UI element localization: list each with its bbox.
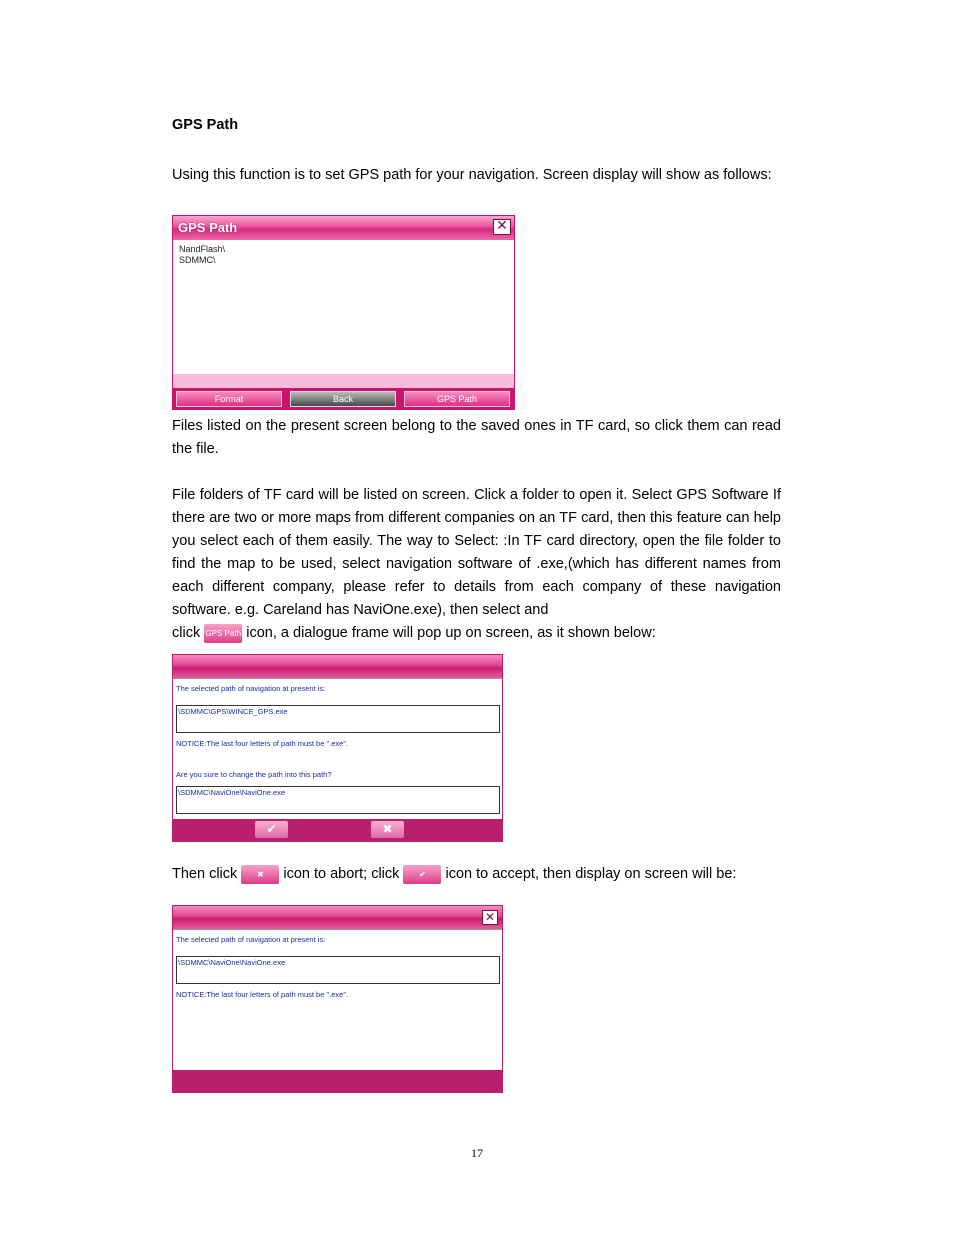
dialog-titlebar bbox=[173, 655, 502, 678]
confirm-question: Are you sure to change the path into this path? bbox=[176, 770, 332, 779]
file-list bbox=[179, 244, 225, 266]
present-path-value: \SDMMC\NaviOne\NaviOne.exe bbox=[178, 958, 286, 967]
list-item-nandflash[interactable]: NandFlash\ bbox=[179, 244, 226, 254]
page-number: 17 bbox=[471, 1146, 483, 1160]
back-button[interactable]: Back bbox=[290, 391, 396, 407]
window-title: GPS Path bbox=[178, 220, 238, 235]
click-line bbox=[172, 622, 781, 645]
new-path-value: \SDMMC\NaviOne\NaviOne.exe bbox=[178, 788, 286, 797]
cancel-icon: ✖ bbox=[241, 865, 279, 884]
then-text-2: icon to abort; click bbox=[283, 866, 400, 882]
gps-path-window bbox=[172, 215, 515, 410]
confirm-path-dialog bbox=[172, 654, 503, 842]
intro-paragraph: Using this function is to set GPS path for your navigation. Screen display will show as follows: bbox=[172, 167, 772, 183]
present-path-value: \SDMMC\GPS\WINCE_GPS.exe bbox=[178, 707, 288, 716]
present-path-label: The selected path of navigation at present is: bbox=[176, 684, 326, 693]
window-titlebar bbox=[173, 216, 514, 240]
then-text-1: Then click bbox=[172, 866, 238, 882]
close-icon[interactable]: ✕ bbox=[482, 910, 498, 925]
click-line-start: click bbox=[172, 625, 201, 641]
dialog-button-bar bbox=[173, 819, 502, 841]
close-icon[interactable]: ✕ bbox=[493, 219, 511, 235]
list-item-sdmmc[interactable]: SDMMC\ bbox=[179, 255, 216, 265]
status-strip bbox=[173, 374, 514, 388]
present-path-label: The selected path of navigation at present is: bbox=[176, 935, 326, 944]
dialog-titlebar bbox=[173, 906, 502, 929]
divider bbox=[173, 678, 502, 679]
gps-path-button[interactable]: GPS Path bbox=[404, 391, 510, 407]
folders-paragraph-text: File folders of TF card will be listed on screen. Click a folder to open it. Select GPS Software If there are two or more maps from different companies on an TF card, then this feature can help you select each of them easily. The way to Select: :In TF card directory, open the file folder to find the map to be used, select navigation software of .exe,(which has different names from each different company, please refer to details from each company of these navigation software. e.g. Careland has NaviOne.exe), then select and bbox=[172, 487, 781, 618]
click-line-end: icon, a dialogue frame will pop up on screen, as it shown below: bbox=[246, 625, 656, 641]
ok-icon: ✔ bbox=[403, 865, 441, 884]
then-click-line bbox=[172, 863, 781, 886]
then-text-3: icon to accept, then display on screen will be: bbox=[445, 866, 737, 882]
divider bbox=[173, 929, 502, 930]
present-path-field bbox=[176, 705, 500, 733]
section-heading: GPS Path bbox=[172, 117, 239, 133]
format-button[interactable]: Format bbox=[176, 391, 282, 407]
button-bar bbox=[173, 388, 514, 410]
result-path-dialog bbox=[172, 905, 503, 1093]
gps-path-icon: GPS Path bbox=[204, 624, 242, 643]
cancel-x-button[interactable]: ✖ bbox=[371, 821, 404, 838]
present-path-field bbox=[176, 956, 500, 984]
new-path-field bbox=[176, 786, 500, 814]
ok-check-button[interactable]: ✔ bbox=[255, 821, 288, 838]
dialog-button-bar bbox=[173, 1070, 502, 1092]
notice-text: NOTICE:The last four letters of path must be ".exe". bbox=[176, 990, 349, 999]
folders-paragraph bbox=[172, 484, 781, 622]
files-paragraph: Files listed on the present screen belong to the saved ones in TF card, so click them can read the file. bbox=[172, 418, 781, 457]
notice-text: NOTICE:The last four letters of path must be ".exe". bbox=[176, 739, 349, 748]
